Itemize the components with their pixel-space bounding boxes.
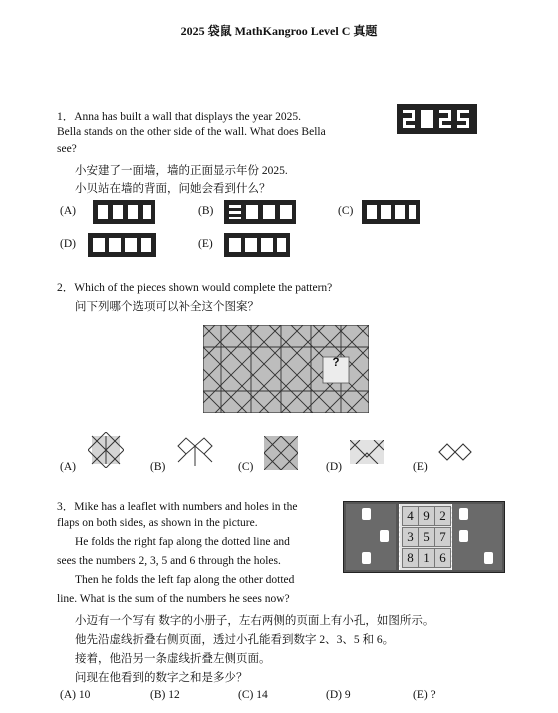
q3-option-e[interactable]: (E) ?: [413, 689, 436, 701]
q2-option-d[interactable]: (D): [326, 461, 342, 473]
grid-cell: 3: [402, 527, 419, 547]
q1-text-zh-2: 小贝站在墙的背面，问她会看到什么？: [75, 183, 271, 195]
q2-option-e[interactable]: (E): [413, 461, 428, 473]
q2-text-zh: 问下列哪个选项可以补全这个图案？: [75, 301, 259, 313]
q1-option-d-image[interactable]: [88, 233, 156, 257]
grid-cell: 1: [418, 548, 435, 568]
q1-text-en-1: 1．Anna has built a wall that displays the year 2025.: [57, 111, 302, 123]
q3-text-en-3: He folds the right fap along the dotted line and: [75, 536, 290, 548]
wall-2025-image: [397, 104, 477, 134]
q2-option-c[interactable]: (C): [238, 461, 254, 473]
leaflet-hole: [459, 530, 468, 542]
q1-text-en-2: Bella stands on the other side of the wall. What does Bella: [57, 126, 326, 138]
grid-cell: 2: [434, 506, 451, 526]
q3-text-zh-1: 小迈有一个写有 数字的小册子，左右两侧的页面上有小孔，如图所示。: [75, 615, 435, 627]
q1-option-b-image[interactable]: [224, 200, 296, 224]
q3-text-en-4: sees the numbers 2, 3, 5 and 6 through the holes.: [57, 555, 281, 567]
q1-option-b[interactable]: (B): [198, 205, 214, 217]
q1-text-zh-1: 小安建了一面墙，墙的正面显示年份 2025.: [75, 165, 288, 177]
pattern-image: [203, 325, 369, 413]
q2-option-a[interactable]: (A): [60, 461, 76, 473]
q2-text-en: 2．Which of the pieces shown would complete the pattern?: [57, 282, 333, 294]
grid-cell: 7: [434, 527, 451, 547]
q3-option-a[interactable]: (A) 10: [60, 689, 91, 701]
q1-text-en-3: see?: [57, 143, 77, 155]
leaflet-image: [343, 501, 505, 573]
leaflet-hole: [362, 508, 371, 520]
q3-text-en-2: flaps on both sides, as shown in the picture.: [57, 517, 258, 529]
q2-option-a-image[interactable]: [88, 432, 124, 468]
q1-option-d[interactable]: (D): [60, 238, 76, 250]
page-title: 2025 袋鼠 MathKangroo Level C 真题: [180, 24, 378, 38]
q1-option-e[interactable]: (E): [198, 238, 213, 250]
q1-option-c-image[interactable]: [362, 200, 420, 224]
q3-text-zh-3: 接着，他沿另一条虚线折叠左侧页面。: [75, 653, 271, 665]
q1-option-c[interactable]: (C): [338, 205, 354, 217]
q2-option-b-image[interactable]: [176, 436, 214, 468]
number-grid: [399, 504, 452, 570]
q3-option-b[interactable]: (B) 12: [150, 689, 180, 701]
grid-cell: 9: [418, 506, 435, 526]
grid-cell: 8: [402, 548, 419, 568]
grid-cell: 5: [418, 527, 435, 547]
missing-piece-mark: ?: [332, 357, 340, 369]
q3-text-en-1: 3．Mike has a leaflet with numbers and holes in the: [57, 501, 298, 513]
q1-option-a-image[interactable]: [93, 200, 155, 224]
q2-option-b[interactable]: (B): [150, 461, 166, 473]
grid-cell: 6: [434, 548, 451, 568]
grid-cell: 4: [402, 506, 419, 526]
leaflet-hole: [459, 508, 468, 520]
q2-option-c-image[interactable]: [264, 436, 298, 470]
q3-option-c[interactable]: (C) 14: [238, 689, 268, 701]
q3-text-zh-4: 问现在他看到的数字之和是多少？: [75, 672, 248, 684]
leaflet-hole: [380, 530, 389, 542]
leaflet-hole: [362, 552, 371, 564]
q2-option-d-image[interactable]: [350, 440, 384, 464]
q1-option-a[interactable]: (A): [60, 205, 76, 217]
q1-option-e-image[interactable]: [224, 233, 290, 257]
q3-option-d[interactable]: (D) 9: [326, 689, 351, 701]
leaflet-hole: [484, 552, 493, 564]
q3-text-en-6: line. What is the sum of the numbers he sees now?: [57, 593, 290, 605]
q3-text-en-5: Then he folds the left fap along the other dotted: [75, 574, 295, 586]
q3-text-zh-2: 他先沿虚线折叠右侧页面，透过小孔能看到数字 2、3、5 和 6。: [75, 634, 395, 646]
q2-option-e-image[interactable]: [438, 441, 472, 463]
